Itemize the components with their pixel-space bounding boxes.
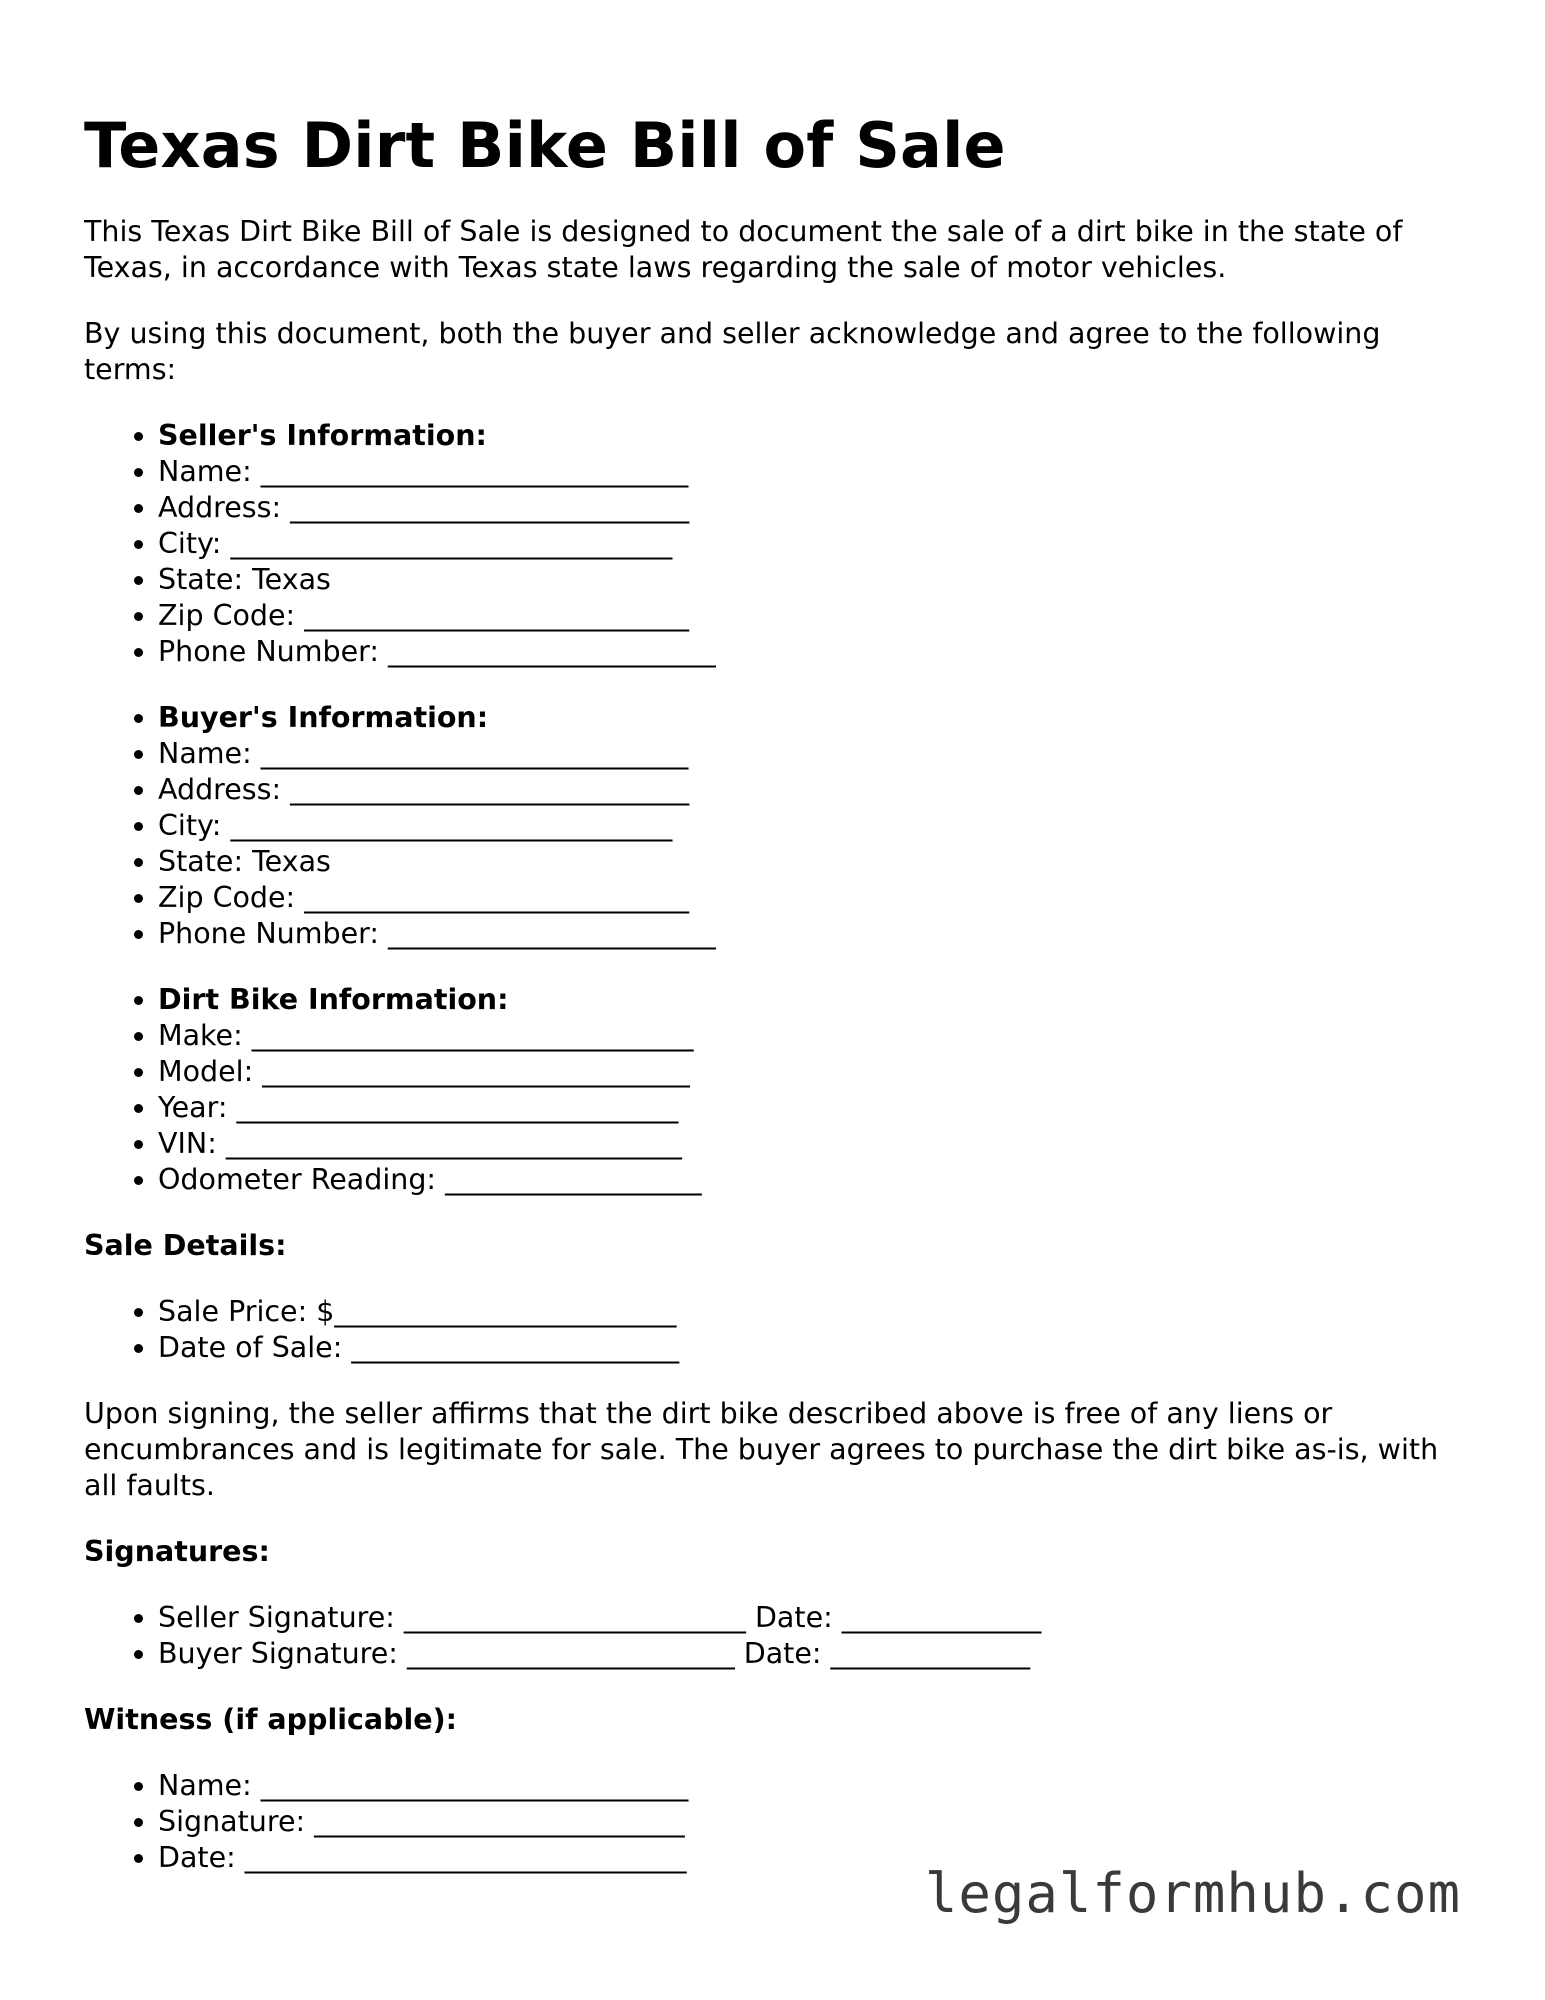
document-body	[84, 214, 1464, 1906]
seller-address-field: • Address: ____________________________	[158, 490, 1464, 526]
buyer-phone-field: • Phone Number: _______________________	[158, 916, 1464, 952]
dirt-bike-information-list	[84, 982, 1464, 1198]
witness-list	[84, 1768, 1464, 1876]
witness-signature-field: • Signature: __________________________	[158, 1804, 1464, 1840]
terms-intro-paragraph: By using this document, both the buyer and seller acknowledge and agree to the following terms:	[84, 317, 1381, 386]
intro-paragraph: This Texas Dirt Bike Bill of Sale is designed to document the sale of a dirt bike in the state of Texas, in accordance with Texas state laws regarding the sale of motor vehicles.	[84, 215, 1403, 284]
sale-details-list	[84, 1294, 1464, 1366]
seller-zip-field: • Zip Code: ___________________________	[158, 598, 1464, 634]
buyer-information-list	[84, 700, 1464, 952]
bike-vin-field: • VIN: ________________________________	[158, 1126, 1464, 1162]
sale-price-field: • Sale Price: $________________________	[158, 1294, 1464, 1330]
buyer-city-field: • City: _______________________________	[158, 808, 1464, 844]
buyer-signature-field: • Buyer Signature: _______________________ Date: ______________	[158, 1636, 1464, 1672]
bike-make-field: • Make: _______________________________	[158, 1018, 1464, 1054]
dirt-bike-information-heading: • Dirt Bike Information:	[158, 982, 1464, 1018]
bike-odometer-field: • Odometer Reading: __________________	[158, 1162, 1464, 1198]
seller-signature-field: • Seller Signature: ________________________ Date: ______________	[158, 1600, 1464, 1636]
seller-city-field: • City: _______________________________	[158, 526, 1464, 562]
buyer-name-field: • Name: ______________________________	[158, 736, 1464, 772]
seller-name-field: • Name: ______________________________	[158, 454, 1464, 490]
affirmation-paragraph: Upon signing, the seller affirms that the dirt bike described above is free of any liens or encumbrances and is legitimate for sale. The buyer agrees to purchase the dirt bike as-is, with all faults.	[84, 1397, 1439, 1502]
date-of-sale-field: • Date of Sale: _______________________	[158, 1330, 1464, 1366]
buyer-information-heading: • Buyer's Information:	[158, 700, 1464, 736]
witness-heading: Witness (if applicable):	[84, 1703, 458, 1736]
document-title: Texas Dirt Bike Bill of Sale	[84, 109, 1006, 182]
seller-information-heading: • Seller's Information:	[158, 418, 1464, 454]
signatures-list	[84, 1600, 1464, 1672]
site-watermark: legalformhub.com	[924, 1862, 1461, 1925]
witness-name-field: • Name: ______________________________	[158, 1768, 1464, 1804]
signatures-heading: Signatures:	[84, 1535, 270, 1568]
seller-information-list	[84, 418, 1464, 670]
bike-model-field: • Model: ______________________________	[158, 1054, 1464, 1090]
buyer-address-field: • Address: ____________________________	[158, 772, 1464, 808]
buyer-zip-field: • Zip Code: ___________________________	[158, 880, 1464, 916]
seller-phone-field: • Phone Number: _______________________	[158, 634, 1464, 670]
sale-details-heading: Sale Details:	[84, 1229, 287, 1262]
witness-date-field: • Date: _______________________________	[158, 1840, 1464, 1876]
seller-state-field: • State: Texas	[158, 562, 1464, 598]
buyer-state-field: • State: Texas	[158, 844, 1464, 880]
bike-year-field: • Year: _______________________________	[158, 1090, 1464, 1126]
